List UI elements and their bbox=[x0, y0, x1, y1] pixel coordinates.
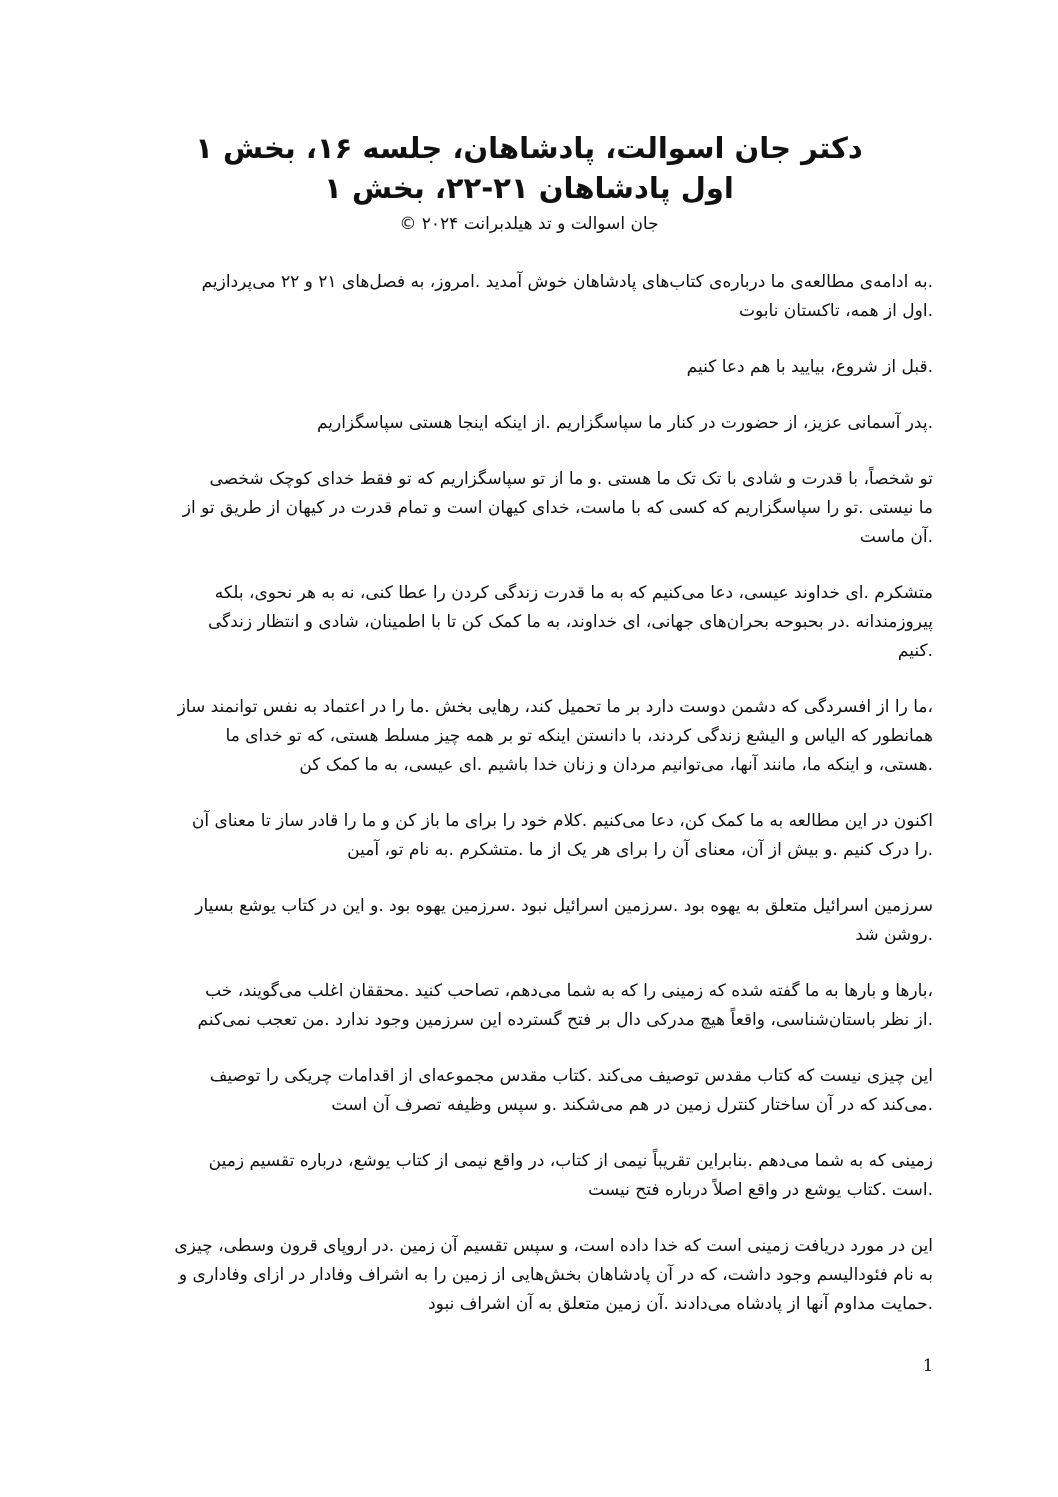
text-line: این چیزی نیست که کتاب مقدس توصیف می‌کند .کتاب مقدس مجموعه‌ای از اقدامات چریکی را توصیف bbox=[209, 1066, 933, 1086]
paragraph-feudalism bbox=[128, 1232, 933, 1319]
text-line: .به ادامه‌ی مطالعه‌ی ما درباره‌ی کتاب‌های پادشاهان خوش آمدید .امروز، به فصل‌های ۲۱ و ۲۲ می‌پردازیم bbox=[201, 272, 933, 292]
paragraph-land-of-yahweh bbox=[128, 892, 933, 950]
text-line: زمینی که به شما می‌دهم .بنابراین تقریباً نیمی از کتاب، در واقع نیمی از کتاب یوشع، درباره تقسیم زمین bbox=[208, 1151, 933, 1171]
text-line: ما نیستی .تو را سپاسگزاریم که کسی که با ماست، خدای کیهان است و تمام قدرت در کیهان از طریق تو از bbox=[182, 498, 933, 518]
title-line-2: اول پادشاهان ۲۱-۲۲، بخش ۱ bbox=[324, 171, 734, 205]
body-text bbox=[128, 268, 933, 1346]
text-line: همانطور که الیاس و الیشع زندگی کردند، با دانستن اینکه تو بر همه چیز مسلط هستی، که تو خدای ما bbox=[225, 726, 933, 746]
text-line: .پدر آسمانی عزیز، از حضورت در کنار ما سپاسگزاریم .از اینکه اینجا هستی سپاسگزاریم bbox=[316, 413, 933, 433]
title-line-1: دکتر جان اسوالت، پادشاهان، جلسه ۱۶، بخش ۱ bbox=[195, 131, 863, 165]
text-line: .است .کتاب یوشع در واقع اصلاً درباره فتح نیست bbox=[588, 1180, 933, 1200]
text-line: متشکرم .ای خداوند عیسی، دعا می‌کنیم که به ما قدرت زندگی کردن را عطا کنی، نه به هر نحوی، بلکه bbox=[214, 583, 933, 603]
text-line: .کنیم bbox=[897, 641, 933, 661]
text-line: اکنون در این مطالعه به ما کمک کن، دعا می‌کنیم .کلام خود را برای ما باز کن و ما را قادر ساز تا معنای آن bbox=[191, 811, 933, 831]
paragraph-prayer-1 bbox=[128, 409, 933, 438]
text-line: .را درک کنیم .و بیش از آن، معنای آن را برای هر یک از ما .متشکرم .به نام تو، آمین bbox=[347, 840, 933, 860]
text-line: .می‌کند که در آن ساختار کنترل زمین در هم می‌شکند .و سپس وظیفه تصرف آن است bbox=[331, 1095, 933, 1115]
paragraph-guerrilla bbox=[128, 1062, 933, 1120]
text-line: .از نظر باستان‌شناسی، واقعاً هیچ مدرکی دال بر فتح گسترده این سرزمین وجود ندارد .من تعجب نمی‌کنم bbox=[197, 1010, 933, 1030]
text-line: این در مورد دریافت زمینی است که خدا داده است، و سپس تقسیم آن زمین .در اروپای قرون وسطی، چیزی bbox=[174, 1236, 933, 1256]
page-number: 1 bbox=[922, 1356, 934, 1376]
text-line: ،ما را از افسردگی که دشمن دوست دارد بر ما تحمیل کند، رهایی بخش .ما را در اعتماد به نفس توانمند ساز bbox=[177, 697, 933, 717]
paragraph-prayer-3 bbox=[128, 579, 933, 666]
copyright-line: جان اسوالت و تد هیلدبرانت ۲۰۲۴ © bbox=[399, 214, 659, 234]
text-line: پیروزمندانه .در بحبوحه بحران‌های جهانی، ای خداوند، به ما کمک کن تا با اطمینان، شادی و انتظار زندگی bbox=[207, 612, 933, 632]
text-line: تو شخصاً، با قدرت و شادی با تک تک ما هستی .و ما از تو سپاسگزاریم که تو فقط خدای کوچک شخصی bbox=[209, 469, 933, 489]
text-line: به نام فئودالیسم وجود داشت، که در آن پادشاهان بخش‌هایی از زمین را به اشراف وفادار در ازای وفاداری و bbox=[178, 1265, 933, 1285]
paragraph-archaeology bbox=[128, 977, 933, 1035]
text-line: .اول از همه، تاکستان نابوت bbox=[738, 301, 933, 321]
paragraph-welcome bbox=[128, 268, 933, 326]
paragraph-prayer-intro bbox=[128, 353, 933, 382]
text-line: ،بارها و بارها به ما گفته شده که زمینی را که به شما می‌دهم، تصاحب کنید .محققان اغلب می‌گویند، خب bbox=[205, 981, 933, 1001]
text-line: .قبل از شروع، بیایید با هم دعا کنیم bbox=[686, 357, 933, 377]
paragraph-land-division bbox=[128, 1147, 933, 1205]
document-header bbox=[100, 128, 958, 238]
text-line: .آن ماست bbox=[859, 527, 933, 547]
text-line: سرزمین اسرائیل متعلق به یهوه بود .سرزمین اسرائیل نبود .سرزمین یهوه بود .و این در کتاب یوشع بسیار bbox=[195, 896, 933, 916]
text-line: .هستی، و اینکه ما، مانند آنها، می‌توانیم مردان و زنان خدا باشیم .ای عیسی، به ما کمک کن bbox=[299, 755, 933, 775]
paragraph-prayer-5 bbox=[128, 807, 933, 865]
text-line: .روشن شد bbox=[855, 925, 933, 945]
text-line: .حمایت مداوم آنها از پادشاه می‌دادند .آن زمین متعلق به آن اشراف نبود bbox=[428, 1294, 933, 1314]
paragraph-prayer-2 bbox=[128, 465, 933, 552]
paragraph-prayer-4 bbox=[128, 693, 933, 780]
